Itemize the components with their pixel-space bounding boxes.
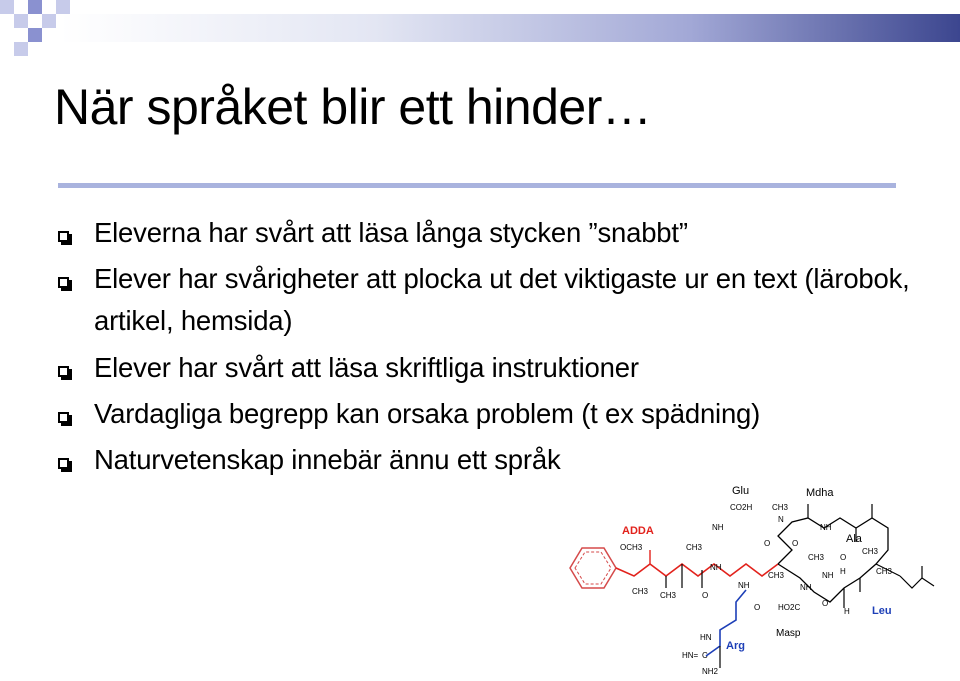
svg-text:O: O <box>754 603 761 612</box>
peptide-backbone <box>778 518 888 602</box>
checkbox-bullet-icon <box>58 412 69 423</box>
svg-text:H: H <box>844 607 850 616</box>
svg-text:H: H <box>840 567 846 576</box>
label-adda: ADDA <box>622 525 654 537</box>
svg-text:O: O <box>822 599 829 608</box>
svg-text:CH3: CH3 <box>808 553 825 562</box>
svg-text:O: O <box>702 591 709 600</box>
svg-text:CH3: CH3 <box>876 567 893 576</box>
svg-text:CH3: CH3 <box>862 547 879 556</box>
slide-title: När språket blir ett hinder… <box>54 79 652 135</box>
svg-text:NH: NH <box>738 581 750 590</box>
svg-text:NH: NH <box>822 571 834 580</box>
label-arg: Arg <box>726 640 745 652</box>
label-glu: Glu <box>732 485 750 497</box>
title-underline <box>58 183 896 188</box>
bullet-item: Elever har svårigheter att plocka ut det viktigaste ur en text (lärobok, artikel, hemsida) <box>56 258 916 342</box>
svg-text:NH: NH <box>820 523 832 532</box>
microcystin-structure-diagram <box>560 478 940 678</box>
bullet-item: Elever har svårt att läsa skriftliga instruktioner <box>56 347 916 388</box>
svg-text:NH: NH <box>712 523 724 532</box>
svg-text:HN=: HN= <box>682 651 699 660</box>
label-masp: Masp <box>776 628 801 639</box>
svg-text:CH3: CH3 <box>632 587 649 596</box>
svg-text:C: C <box>702 651 708 660</box>
svg-text:CH3: CH3 <box>660 591 677 600</box>
header-gradient-bar <box>60 14 960 42</box>
bullet-list <box>56 212 916 485</box>
bullet-item: Naturvetenskap innebär ännu ett språk <box>56 439 916 480</box>
label-mdha: Mdha <box>806 487 834 499</box>
svg-text:CH3: CH3 <box>768 571 785 580</box>
svg-text:O: O <box>840 553 847 562</box>
checkbox-bullet-icon <box>58 458 69 469</box>
bullet-item: Vardagliga begrepp kan orsaka problem (t ex spädning) <box>56 393 916 434</box>
checkbox-bullet-icon <box>58 277 69 288</box>
svg-text:NH: NH <box>800 583 812 592</box>
bullet-item: Eleverna har svårt att läsa långa stycken ”snabbt” <box>56 212 916 253</box>
svg-text:O: O <box>764 539 771 548</box>
phenyl-ring <box>570 548 616 588</box>
label-ala: Ala <box>846 533 862 545</box>
checkbox-bullet-icon <box>58 366 69 377</box>
svg-text:CH3: CH3 <box>686 543 703 552</box>
svg-text:CO2H: CO2H <box>730 503 753 512</box>
adda-chain-bond <box>616 564 778 576</box>
svg-text:N: N <box>778 515 784 524</box>
svg-text:OCH3: OCH3 <box>620 543 643 552</box>
svg-text:CH3: CH3 <box>772 503 789 512</box>
svg-text:NH: NH <box>710 563 722 572</box>
label-leu: Leu <box>872 605 892 617</box>
svg-text:HO2C: HO2C <box>778 603 801 612</box>
svg-text:HN: HN <box>700 633 712 642</box>
svg-text:O: O <box>792 539 799 548</box>
checkbox-bullet-icon <box>58 231 69 242</box>
svg-text:NH2: NH2 <box>702 667 719 676</box>
